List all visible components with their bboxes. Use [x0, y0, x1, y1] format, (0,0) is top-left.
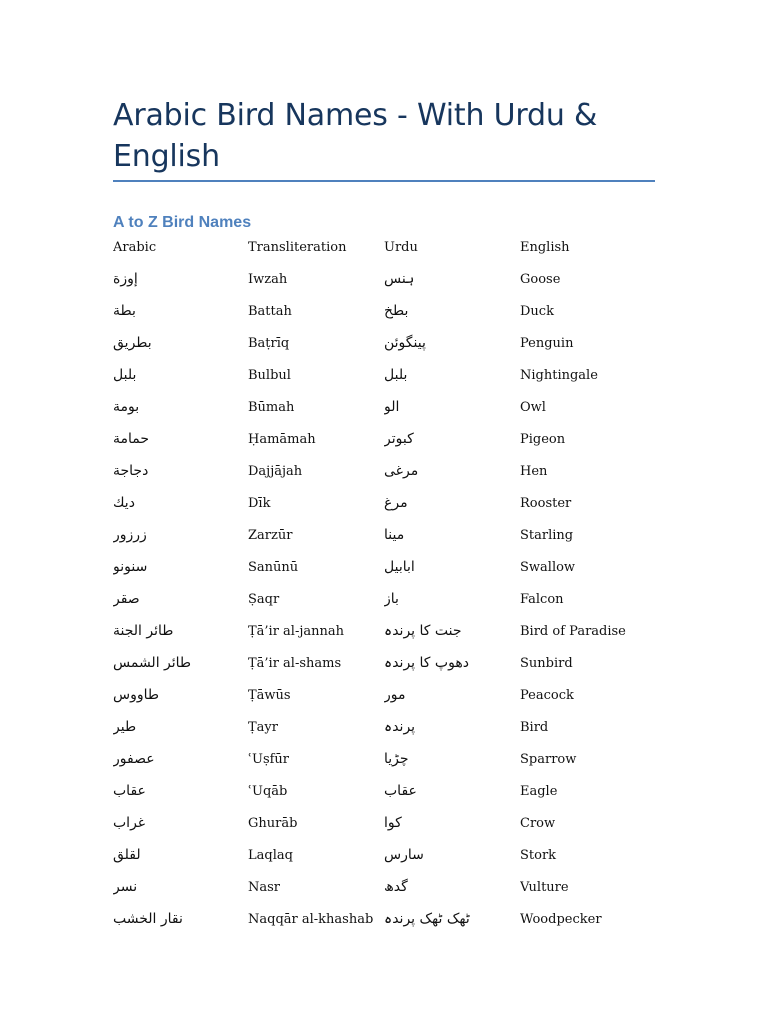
cell-arabic-text: صقر: [113, 591, 140, 607]
cell-english: Nightingale: [520, 367, 598, 383]
cell-urdu: [384, 647, 520, 679]
cell-english: Bird: [520, 719, 549, 735]
cell-arabic-text: حمامة: [113, 431, 150, 447]
table-row: [113, 775, 658, 807]
cell-urdu: [384, 391, 520, 423]
table-row: [113, 295, 658, 327]
cell-urdu: [384, 583, 520, 615]
cell-arabic-text: سنونو: [113, 559, 148, 575]
cell-arabic-text: دجاجة: [113, 463, 149, 479]
cell-arabic: [113, 391, 248, 423]
cell-transliteration: Ghurāb: [248, 815, 298, 831]
cell-urdu-text: مینا: [384, 527, 405, 543]
column-header-arabic: Arabic: [113, 239, 157, 255]
cell-arabic: [113, 743, 248, 775]
cell-english: Penguin: [520, 335, 574, 351]
cell-urdu-text: مرغی: [384, 463, 419, 479]
table-row: [113, 519, 658, 551]
cell-transliteration: Battah: [248, 303, 292, 319]
cell-transliteration: Ṭā’ir al-jannah: [248, 623, 345, 639]
cell-transliteration: Sanūnū: [248, 559, 299, 575]
column-header-urdu: Urdu: [384, 239, 418, 255]
cell-english: Swallow: [520, 559, 576, 575]
table-row: [113, 327, 658, 359]
cell-urdu-text: پینگوئن: [384, 335, 426, 351]
cell-transliteration: Ḥamāmah: [248, 431, 316, 447]
cell-arabic-text: بطة: [113, 303, 136, 319]
cell-urdu: [384, 839, 520, 871]
cell-arabic-text: طائر الشمس: [113, 655, 192, 671]
table-row: [113, 903, 658, 935]
cell-english: Eagle: [520, 783, 558, 799]
table-row: [113, 743, 658, 775]
cell-urdu-text: بطخ: [384, 303, 409, 319]
table-row: [113, 487, 658, 519]
cell-arabic-text: بطريق: [113, 335, 152, 351]
cell-english: Sunbird: [520, 655, 573, 671]
cell-arabic-text: بلبل: [113, 367, 137, 383]
cell-transliteration: Nasr: [248, 879, 281, 895]
cell-arabic-text: طائر الجنة: [113, 623, 174, 639]
cell-arabic: [113, 903, 248, 935]
cell-arabic: [113, 583, 248, 615]
table-row: [113, 263, 658, 295]
cell-urdu-text: کوا: [384, 815, 402, 831]
cell-english: Peacock: [520, 687, 574, 703]
cell-arabic-text: نقار الخشب: [113, 911, 183, 927]
cell-arabic-text: غراب: [113, 815, 146, 831]
cell-arabic-text: نسر: [113, 879, 138, 895]
table-row: [113, 551, 658, 583]
section-heading: A to Z Bird Names: [113, 214, 252, 231]
column-header-english: English: [520, 239, 570, 255]
cell-arabic: [113, 807, 248, 839]
cell-urdu: [384, 551, 520, 583]
cell-urdu-text: پرندہ: [384, 719, 416, 735]
table-row: [113, 583, 658, 615]
cell-urdu-text: مور: [384, 687, 406, 703]
cell-arabic-text: طير: [113, 719, 137, 735]
cell-urdu-text: مرغ: [384, 495, 408, 511]
cell-arabic: [113, 359, 248, 391]
cell-urdu-text: بلبل: [384, 367, 408, 383]
table-row: [113, 615, 658, 647]
cell-arabic-text: بومة: [113, 399, 140, 415]
cell-transliteration: ʿUqāb: [248, 783, 288, 799]
cell-urdu-text: عقاب: [384, 783, 417, 799]
table-row: [113, 807, 658, 839]
cell-urdu-text: الو: [384, 399, 400, 415]
cell-urdu: [384, 263, 520, 295]
cell-english: Woodpecker: [520, 911, 602, 927]
cell-urdu: [384, 903, 520, 935]
cell-arabic: [113, 487, 248, 519]
cell-urdu: [384, 487, 520, 519]
cell-transliteration: ʿUṣfūr: [248, 751, 290, 767]
cell-arabic-text: ديك: [113, 495, 135, 511]
cell-urdu-text: سارس: [384, 847, 424, 863]
cell-english: Falcon: [520, 591, 564, 607]
cell-arabic-text: عقاب: [113, 783, 146, 799]
table-row: [113, 839, 658, 871]
cell-transliteration: Būmah: [248, 399, 295, 415]
cell-transliteration: Iwzah: [248, 271, 288, 287]
cell-transliteration: Naqqār al-khashab: [248, 911, 374, 927]
cell-arabic: [113, 615, 248, 647]
cell-arabic: [113, 679, 248, 711]
table-row: [113, 423, 658, 455]
cell-english: Vulture: [520, 879, 569, 895]
cell-urdu-text: دھوپ کا پرندہ: [384, 655, 469, 671]
cell-arabic: [113, 871, 248, 903]
cell-arabic-text: عصفور: [113, 751, 155, 767]
cell-urdu: [384, 679, 520, 711]
cell-english: Sparrow: [520, 751, 577, 767]
cell-arabic: [113, 423, 248, 455]
cell-english: Hen: [520, 463, 548, 479]
cell-arabic: [113, 647, 248, 679]
cell-urdu: [384, 775, 520, 807]
table-row: [113, 391, 658, 423]
title-divider: [113, 180, 655, 182]
cell-urdu-text: ابابیل: [384, 559, 415, 575]
cell-english: Goose: [520, 271, 561, 287]
table-row: [113, 679, 658, 711]
table-row: [113, 647, 658, 679]
cell-urdu-text: کبوتر: [384, 431, 414, 447]
cell-arabic: [113, 551, 248, 583]
cell-english: Starling: [520, 527, 574, 543]
cell-urdu: [384, 871, 520, 903]
cell-urdu: [384, 327, 520, 359]
cell-urdu-text: گدھ: [384, 879, 408, 895]
cell-arabic-text: إوزة: [113, 271, 138, 287]
cell-english: Owl: [520, 399, 546, 415]
cell-urdu-text: ہنس: [384, 271, 415, 287]
cell-urdu: [384, 359, 520, 391]
cell-urdu-text: ٹھک ٹھک پرندہ: [384, 911, 470, 927]
cell-transliteration: Bulbul: [248, 367, 291, 383]
table-row: [113, 455, 658, 487]
cell-arabic: [113, 455, 248, 487]
cell-english: Bird of Paradise: [520, 623, 626, 639]
cell-urdu: [384, 423, 520, 455]
table-header-row: [113, 231, 658, 263]
cell-english: Stork: [520, 847, 557, 863]
bird-names-table: [113, 231, 658, 935]
page-title: Arabic Bird Names - With Urdu & English: [113, 98, 598, 174]
cell-urdu: [384, 295, 520, 327]
cell-urdu: [384, 743, 520, 775]
cell-arabic: [113, 263, 248, 295]
table-row: [113, 359, 658, 391]
cell-urdu-text: جنت کا پرندہ: [384, 623, 462, 639]
cell-urdu: [384, 519, 520, 551]
cell-arabic-text: طاووس: [113, 687, 160, 703]
cell-transliteration: Ṣaqr: [248, 591, 280, 607]
cell-arabic: [113, 295, 248, 327]
cell-transliteration: Ṭāwūs: [248, 687, 291, 703]
cell-arabic: [113, 775, 248, 807]
cell-arabic: [113, 839, 248, 871]
cell-transliteration: Ṭayr: [248, 719, 278, 735]
cell-urdu: [384, 615, 520, 647]
cell-transliteration: Dajjājah: [248, 463, 303, 479]
table-row: [113, 711, 658, 743]
cell-urdu-text: باز: [384, 591, 399, 607]
cell-english: Pigeon: [520, 431, 566, 447]
cell-english: Rooster: [520, 495, 572, 511]
column-header-transliteration: Transliteration: [248, 239, 347, 255]
cell-english: Duck: [520, 303, 554, 319]
cell-transliteration: Zarzūr: [248, 527, 293, 543]
table-body: [113, 263, 658, 935]
cell-arabic: [113, 711, 248, 743]
cell-arabic-text: لقلق: [113, 847, 141, 863]
cell-arabic: [113, 327, 248, 359]
table-row: [113, 871, 658, 903]
cell-arabic-text: زرزور: [113, 527, 147, 543]
cell-transliteration: Baṭrīq: [248, 335, 290, 351]
cell-urdu: [384, 455, 520, 487]
cell-arabic: [113, 519, 248, 551]
cell-transliteration: Ṭā’ir al-shams: [248, 655, 342, 671]
cell-urdu: [384, 711, 520, 743]
cell-urdu-text: چڑیا: [384, 751, 409, 767]
cell-english: Crow: [520, 815, 556, 831]
cell-urdu: [384, 807, 520, 839]
cell-transliteration: Dīk: [248, 495, 271, 511]
cell-transliteration: Laqlaq: [248, 847, 293, 863]
